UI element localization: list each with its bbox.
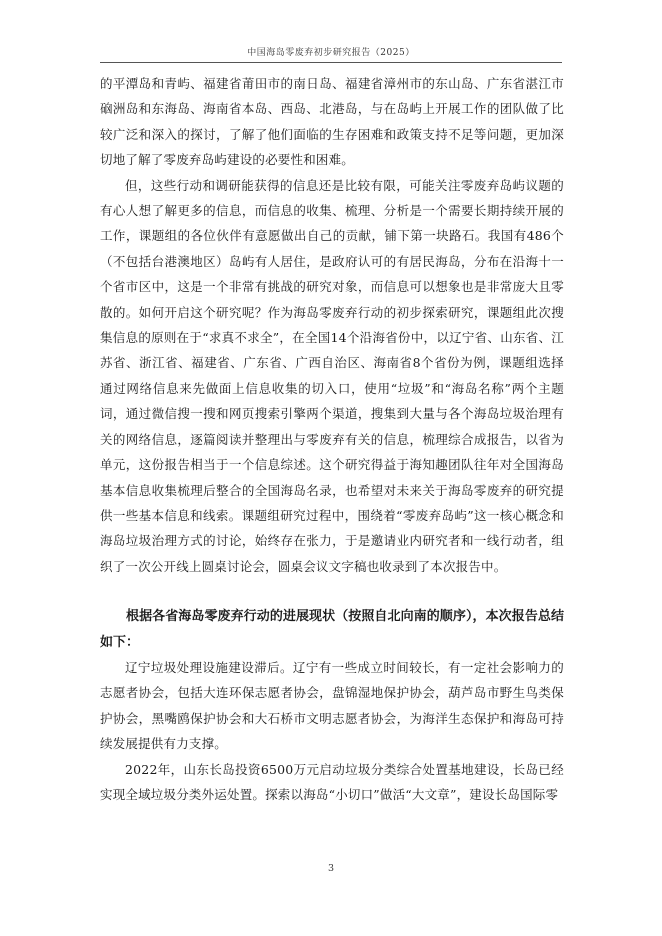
header-rule: [100, 62, 562, 63]
summary-heading: 根据各省海岛零废弃行动的进展现状（按照自北向南的顺序），本次报告总结如下：: [100, 609, 564, 650]
page-number: 3: [327, 863, 335, 874]
paragraph-continuation: 的平潭岛和青屿、福建省莆田市的南日岛、福建省漳州市的东山岛、广东省湛江市硇洲岛和东海岛、海南省本岛、西岛、北港岛，与在岛屿上开展工作的团队做了比较广泛和深入的探讨，了解了他们面临的生存困难和政策支持不足等问题，更加深切地了解了零废弃岛屿建设的必要性和困难。: [100, 76, 564, 168]
paragraph-shandong: 2022年，山东长岛投资6500万元启动垃圾分类综合处置基地建设，长岛已经实现全域垃圾分类外运处置。探索以海岛“小切口”做活“大文章”，建设长岛国际零: [100, 761, 564, 802]
paragraph-liaoning: 辽宁垃圾处理设施建设滞后。辽宁有一些成立时间较长，有一定社会影响力的志愿者协会，包括大连环保志愿者协会，盘锦湿地保护协会，葫芦岛市野生鸟类保护协会，黑嘴鸥保护协会和大石桥市文明志愿者协会，为海洋生态保护和海岛可持续发展提供有力支撑。: [100, 659, 564, 752]
body-text: [100, 71, 564, 807]
section-spacer: [100, 579, 564, 604]
running-header: 中国海岛零废弃初步研究报告（2025）: [247, 48, 415, 58]
paragraph-research-method: 但，这些行动和调研能获得的信息还是比较有限，可能关注零废弃岛屿议题的有心人想了解更多的信息，而信息的收集、梳理、分析是一个需要长期持续开展的工作，课题组的各位伙伴有意愿做出自己的贡献，铺下第一块路石。我国有486个（不包括台港澳地区）岛屿有人居住，是政府认可的有居民海岛，分布在沿海十一个省市区中，这是一个非常有挑战的研究对象，而信息可以想象也是非常庞大且零散的。如何开启这个研究呢？作为海岛零废弃行动的初步探索研究，课题组此次搜集信息的原则在于“求真不求全”，在全国14个沿海省份中，以辽宁省、山东省、江苏省、浙江省、福建省、广东省、广西自治区、海南省8个省份为例，课题组选择通过网络信息来先做面上信息收集的切入口，使用“垃圾”和“海岛名称”两个主题词，通过微信搜一搜和网页搜索引擎两个渠道，搜集到大量与各个海岛垃圾治理有关的网络信息，逐篇阅读并整理出与零废弃有关的信息，梳理综合成报告，以省为单元，这份报告相当于一个信息综述。这个研究得益于海知趣团队往年对全国海岛基本信息收集梳理后整合的全国海岛名录，也希望对未来关于海岛零废弃的研究提供一些基本信息和线索。课题组研究过程中，围绕着“零废弃岛屿”这一核心概念和海岛垃圾治理方式的讨论，始终存在张力，于是邀请业内研究者和一线行动者，组织了一次公开线上圆桌讨论会，圆桌会议文字稿也收录到了本次报告中。: [100, 177, 564, 574]
